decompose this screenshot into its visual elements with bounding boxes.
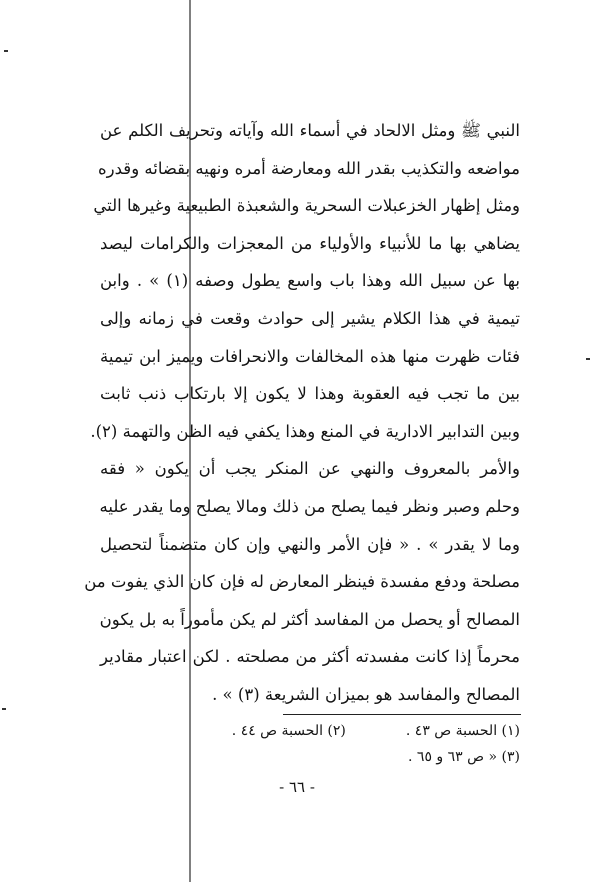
body-line: فئات ظهرت منها هذه المخالفات والانحرافات ويميز ابن تيمية <box>100 346 520 366</box>
footnote-2: (٢) الحسبة ص ٤٤ . <box>231 723 346 739</box>
footnote-line <box>130 718 520 744</box>
footnote-1: (١) الحسبة ص ٤٣ . <box>405 723 520 739</box>
margin-mark <box>2 708 6 710</box>
body-line: وبين التدابير الادارية في المنع وهذا يكفي فيه الظن والتهمة (٢). <box>90 421 520 441</box>
body-text <box>84 112 521 714</box>
body-line: والأمر بالمعروف والنهي عن المنكر يجب أن يكون « فقه <box>100 459 520 479</box>
body-line: محرماً إذا كانت مفسدته أكثر من مصلحته . لكن اعتبار مقادير <box>100 647 520 667</box>
margin-mark <box>4 50 8 52</box>
body-line: النبي ﷺ ومثل الالحاد في أسماء الله وآياته وتحريف الكلم عن <box>100 121 520 140</box>
body-line: بها عن سبيل الله وهذا باب واسع يطول وصفه (١) » . وابن <box>100 271 521 291</box>
body-line: مواضعه والتكذيب بقدر الله ومعارضة أمره ونهيه بقضائه وقدره <box>98 158 520 178</box>
footnotes <box>130 718 520 770</box>
body-line: يضاهي بها ما للأنبياء والأولياء من المعجزات والكرامات ليصد <box>100 233 520 253</box>
footnote-separator <box>283 714 521 715</box>
footnote-3: (٣) « ص ٦٣ و ٦٥ . <box>408 749 520 765</box>
body-line: المصالح أو يحصل من المفاسد أكثر لم يكن مأموراً به بل يكون <box>99 609 520 629</box>
body-line: مصلحة ودفع مفسدة فينظر المعارض له فإن كان الذي يفوت من <box>84 572 520 592</box>
body-line: تيمية في هذا الكلام يشير إلى حوادث وقعت في زمانه وإلى <box>100 308 520 328</box>
page-number: - ٦٦ - <box>279 778 315 796</box>
body-line: بين ما تجب فيه العقوبة وهذا لا يكون إلا بارتكاب ذنب ثابت <box>100 384 520 404</box>
body-line: وما لا يقدر » . « فإن الأمر والنهي وإن كان متضمناً لتحصيل <box>100 534 520 554</box>
footnote-line <box>130 744 520 770</box>
body-line: ومثل إظهار الخزعبلات السحرية والشعبذة الطبيعية وغيرها التي <box>93 196 520 216</box>
body-line: المصالح والمفاسد هو بميزان الشريعة (٣) » . <box>212 684 520 704</box>
margin-mark <box>586 358 590 360</box>
body-line: وحلم وصبر ونظر فيما يصلح من ذلك ومالا يصلح وما يقدر عليه <box>99 496 520 516</box>
